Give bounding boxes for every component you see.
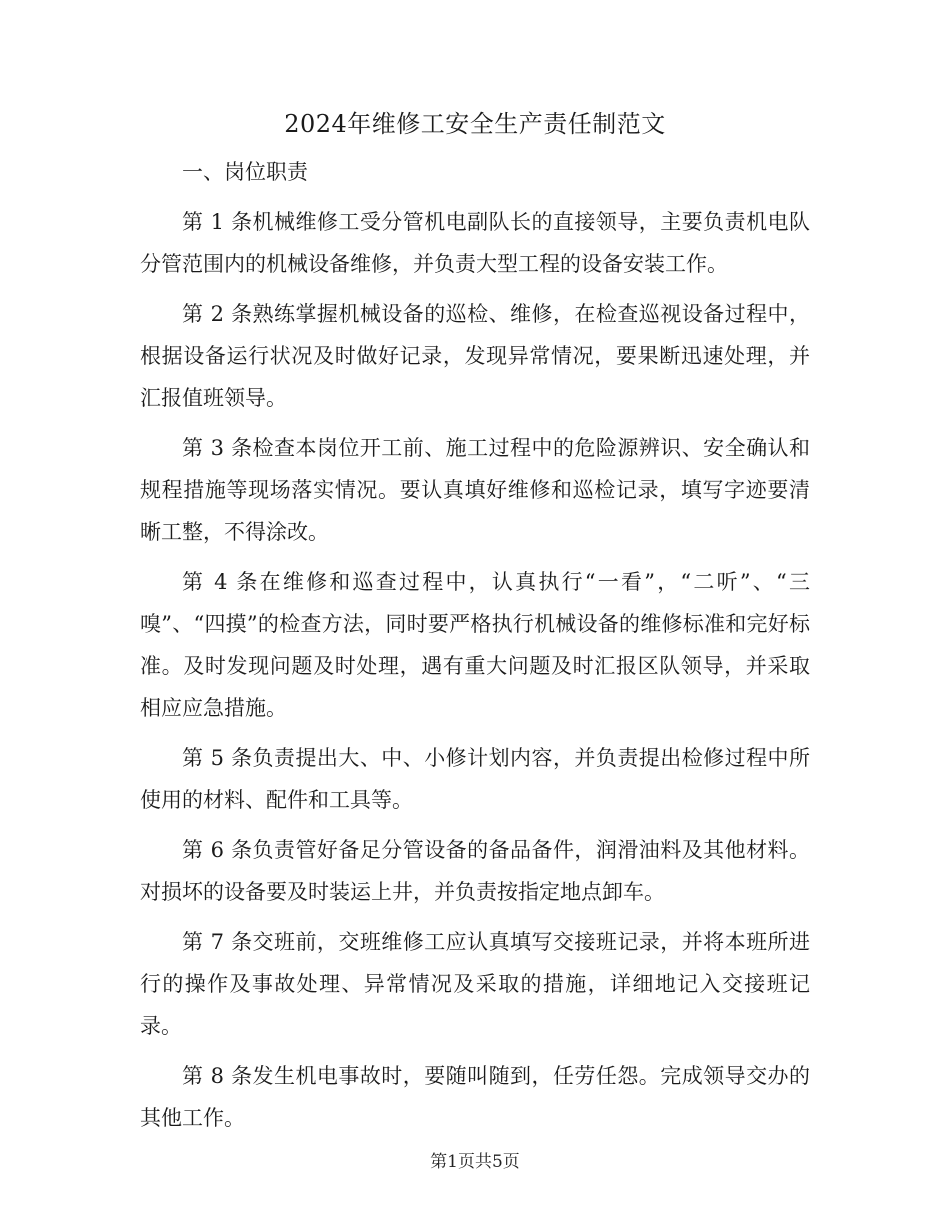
paragraph-article-2: 第 2 条熟练掌握机械设备的巡检、维修，在检查巡视设备过程中，根据设备运行状况及时做好记录，发现异常情况，要果断迅速处理，并汇报值班领导。 xyxy=(140,302,810,410)
paragraph-article-7: 第 7 条交班前，交班维修工应认真填写交接班记录，并将本班所进行的操作及事故处理、异常情况及采取的措施，详细地记入交接班记录。 xyxy=(140,930,810,1038)
page-number-footer: 第1页共5页 xyxy=(430,1152,520,1172)
paragraph-article-6: 第 6 条负责管好备足分管设备的备品备件，润滑油料及其他材料。对损坏的设备要及时装运上井，并负责按指定地点卸车。 xyxy=(140,838,810,904)
paragraph-article-3: 第 3 条检查本岗位开工前、施工过程中的危险源辨识、安全确认和规程措施等现场落实情况。要认真填好维修和巡检记录，填写字迹要清晰工整，不得涂改。 xyxy=(140,436,810,544)
paragraph-article-1: 第 1 条机械维修工受分管机电副队长的直接领导，主要负责机电队分管范围内的机械设备维修，并负责大型工程的设备安装工作。 xyxy=(140,210,810,276)
document-title: 2024年维修工安全生产责任制范文 xyxy=(284,110,666,138)
paragraph-article-8: 第 8 条发生机电事故时，要随叫随到，任劳任怨。完成领导交办的其他工作。 xyxy=(140,1064,810,1130)
section-heading: 一、岗位职责 xyxy=(182,160,308,184)
document-body xyxy=(140,151,810,1139)
paragraph-article-4: 第 4 条在维修和巡查过程中，认真执行“一看”，“二听”、“三嗅”、“四摸”的检查方法，同时要严格执行机械设备的维修标准和完好标准。及时发现问题及时处理，遇有重大问题及时汇报区队领导，并采取相应应急措施。 xyxy=(140,570,810,720)
paragraph-article-5: 第 5 条负责提出大、中、小修计划内容，并负责提出检修过程中所使用的材料、配件和工具等。 xyxy=(140,746,810,812)
